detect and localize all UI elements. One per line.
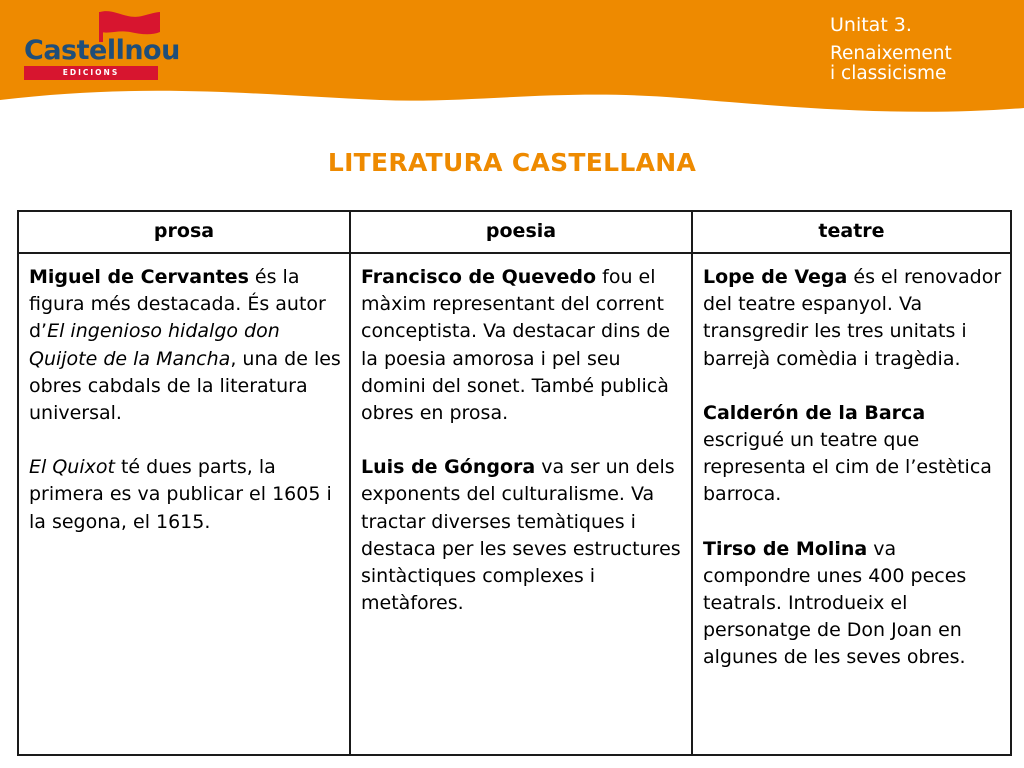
paragraph-tirso	[703, 536, 1002, 672]
author-name: Francisco de Quevedo	[361, 266, 597, 288]
logo-tagline: EDICIONS	[24, 66, 158, 80]
work-title: El ingenioso hidalgo don Quijote de la Mancha	[29, 320, 280, 370]
paragraph-text: és la figura més destacada. És autor d’	[29, 266, 326, 343]
paragraph-text: va ser un dels exponents del culturalisme. Va tractar diverses temàtiques i destaca per les seves estructures sintàctiques complexes i metàfores.	[361, 456, 681, 615]
paragraph-text: té dues parts, la primera es va publicar el 1605 i la segona, el 1615.	[29, 456, 332, 533]
paragraph-quixot	[29, 454, 341, 536]
castellnou-logo	[22, 10, 180, 80]
cell-teatre	[692, 253, 1011, 755]
unit-subtitle-line2: i classicisme	[830, 63, 947, 84]
cell-prosa	[18, 253, 350, 755]
paragraph-text: escrigué un teatre que representa el cim de l’estètica barroca.	[703, 429, 992, 506]
paragraph-text: , una de les obres cabdals de la literatura universal.	[29, 347, 341, 425]
paragraph-lope-de-vega	[703, 264, 1002, 373]
table-header-row	[18, 211, 1011, 253]
unit-label	[830, 14, 952, 84]
header-banner	[0, 0, 1024, 120]
unit-title: Unitat 3.	[830, 14, 912, 36]
paragraph-cervantes	[29, 264, 341, 427]
page-title: LITERATURA CASTELLANA	[327, 148, 697, 177]
column-header-prosa: prosa	[18, 211, 350, 253]
table-row	[18, 253, 1011, 755]
work-title: El Quixot	[29, 456, 115, 479]
literature-table	[17, 210, 1012, 756]
author-name: Lope de Vega	[703, 266, 848, 288]
author-name: Tirso de Molina	[703, 537, 868, 560]
paragraph-calderon	[703, 400, 1002, 509]
paragraph-text: és el renovador del teatre espanyol. Va transgredir les tres unitats i barrejà comèdia i tragèdia.	[703, 266, 1002, 370]
column-header-teatre: teatre	[692, 211, 1011, 253]
unit-subtitle-line1: Renaixement	[830, 43, 952, 64]
cell-poesia	[350, 253, 692, 755]
paragraph-text: fou el màxim representant del corrent conceptista. Va destacar dins de la poesia amorosa i pel seu domini del sonet. També publicà obres en prosa.	[361, 266, 671, 425]
author-name: Luis de Góngora	[361, 456, 536, 479]
paragraph-text: va compondre unes 400 peces teatrals. Introdueix el personatge de Don Joan en algunes de les seves obres.	[703, 537, 967, 669]
column-header-poesia: poesia	[350, 211, 692, 253]
paragraph-quevedo	[361, 264, 683, 427]
author-name: Miguel de Cervantes	[29, 266, 249, 288]
author-name: Calderón de la Barca	[703, 401, 926, 424]
logo-wordmark: Castellnou	[24, 35, 180, 66]
paragraph-gongora	[361, 454, 683, 617]
